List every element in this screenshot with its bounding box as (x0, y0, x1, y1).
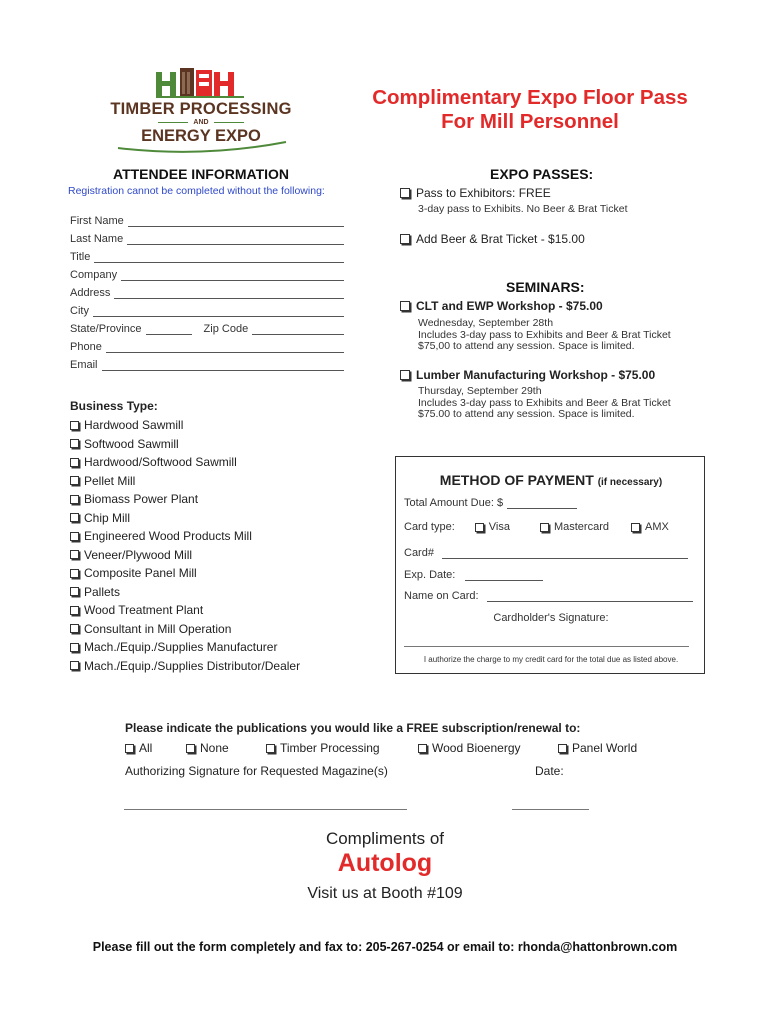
checkbox-icon[interactable] (70, 606, 79, 615)
address-field[interactable] (70, 285, 344, 299)
company-line[interactable] (121, 270, 344, 281)
business-type-option[interactable]: Mach./Equip./Supplies Manufacturer (70, 638, 300, 657)
first-name-label: First Name (70, 215, 124, 227)
last-name-line[interactable] (127, 234, 344, 245)
cardholder-signature-line[interactable] (404, 646, 689, 647)
card-type-row (404, 521, 669, 533)
checkbox-icon[interactable] (70, 458, 79, 467)
business-type-option[interactable]: Chip Mill (70, 509, 300, 528)
checkbox-icon[interactable] (70, 439, 79, 448)
state-line[interactable] (146, 324, 192, 335)
compliments-text: Compliments of (325, 829, 445, 848)
checkbox-icon[interactable] (558, 744, 567, 753)
seminars-heading: SEMINARS: (506, 279, 585, 295)
logo-swoosh-icon (114, 134, 290, 154)
clt-workshop-details: Wednesday, September 28th Includes 3-day pass to Exhibits and Beer & Brat Ticket $75,00 to attend any session. Space is limited. (418, 317, 671, 352)
state-label: State/Province (70, 323, 142, 335)
business-type-option[interactable]: Biomass Power Plant (70, 490, 300, 509)
total-amount-field[interactable] (404, 497, 577, 509)
checkbox-icon[interactable] (266, 744, 275, 753)
checkbox-icon[interactable] (540, 523, 549, 532)
business-type-option[interactable]: Hardwood/Softwood Sawmill (70, 453, 300, 472)
business-type-option[interactable]: Composite Panel Mill (70, 564, 300, 583)
beer-brat-label: Add Beer & Brat Ticket - $15.00 (416, 232, 585, 246)
state-zip-field[interactable] (70, 321, 344, 335)
clt-workshop-option[interactable] (400, 299, 603, 313)
name-on-card-label: Name on Card: (404, 590, 479, 602)
name-on-card-field[interactable] (404, 590, 693, 602)
page-title (340, 86, 720, 134)
checkbox-icon[interactable] (70, 587, 79, 596)
logo-text-line2: ENERGY EXPO (141, 127, 261, 145)
cardholder-signature-label: Cardholder's Signature: (493, 612, 609, 624)
exhibitors-pass-note: 3-day pass to Exhibits. No Beer & Brat Ticket (418, 203, 628, 215)
business-type-option[interactable]: Softwood Sawmill (70, 435, 300, 454)
company-field[interactable] (70, 267, 344, 281)
publication-option-all[interactable]: All (125, 741, 186, 755)
clt-workshop-label: CLT and EWP Workshop - $75.00 (416, 299, 603, 313)
checkbox-icon[interactable] (631, 523, 640, 532)
beer-brat-option[interactable] (400, 232, 585, 246)
business-type-option[interactable]: Mach./Equip./Supplies Distributor/Dealer (70, 657, 300, 676)
expo-passes-heading: EXPO PASSES: (490, 166, 594, 182)
zip-line[interactable] (252, 324, 344, 335)
last-name-label: Last Name (70, 233, 124, 245)
visa-option[interactable]: Visa (475, 521, 510, 533)
business-type-option[interactable]: Engineered Wood Products Mill (70, 527, 300, 546)
city-field[interactable] (70, 303, 344, 317)
payment-heading-note: (if necessary) (597, 477, 663, 488)
checkbox-icon[interactable] (418, 744, 427, 753)
lumber-workshop-details: Thursday, September 29th Includes 3-day pass to Exhibits and Beer & Brat Ticket $75.00 to attend any session. Space is limited. (418, 385, 671, 420)
authorize-note: I authorize the charge to my credit card for the total due as listed above. (423, 655, 679, 664)
checkbox-icon[interactable] (70, 495, 79, 504)
logo-text-line1: TIMBER PROCESSING (110, 100, 292, 118)
company-label: Company (70, 269, 118, 281)
amx-option[interactable]: AMX (631, 521, 669, 533)
first-name-field[interactable] (70, 213, 344, 227)
checkbox-icon[interactable] (70, 661, 79, 670)
footer-instructions: Please fill out the form completely and fax to: 205-267-0254 or email to: rhonda@hattonbrown.com (92, 940, 678, 954)
authorizing-signature-line[interactable] (124, 809, 407, 810)
exp-date-line[interactable] (465, 570, 543, 581)
payment-box (395, 456, 705, 674)
zip-label: Zip Code (203, 323, 249, 335)
address-label: Address (70, 287, 111, 299)
booth-text: Visit us at Booth #109 (307, 885, 463, 902)
lumber-workshop-label: Lumber Manufacturing Workshop - $75.00 (416, 368, 656, 382)
exp-date-field[interactable] (404, 569, 543, 581)
email-line[interactable] (102, 360, 344, 371)
city-line[interactable] (93, 306, 344, 317)
checkbox-icon[interactable] (70, 550, 79, 559)
checkbox-icon[interactable] (400, 301, 410, 311)
first-name-line[interactable] (128, 216, 344, 227)
date-label: Date: (535, 764, 564, 778)
lumber-workshop-option[interactable] (400, 368, 655, 382)
exhibitors-pass-option[interactable] (400, 186, 551, 200)
checkbox-icon[interactable] (186, 744, 195, 753)
name-on-card-line[interactable] (487, 591, 693, 602)
checkbox-icon[interactable] (475, 523, 484, 532)
payment-heading: METHOD OF PAYMENT (if necessary) (439, 472, 663, 488)
title-field[interactable] (70, 249, 344, 263)
city-label: City (70, 305, 89, 317)
checkbox-icon[interactable] (125, 744, 134, 753)
exp-date-label: Exp. Date: (404, 569, 456, 581)
address-line[interactable] (114, 288, 344, 299)
checkbox-icon[interactable] (400, 188, 410, 198)
card-type-label: Card type: (404, 521, 455, 533)
business-type-option[interactable]: Wood Treatment Plant (70, 601, 300, 620)
checkbox-icon[interactable] (70, 421, 79, 430)
checkbox-icon[interactable] (70, 476, 79, 485)
registration-note: Registration cannot be completed without the following: (68, 185, 325, 197)
email-label: Email (70, 359, 98, 371)
business-type-list (70, 416, 300, 675)
title-label: Title (70, 251, 91, 263)
checkbox-icon[interactable] (400, 234, 410, 244)
title-line[interactable] (94, 252, 344, 263)
attendee-heading: ATTENDEE INFORMATION (113, 166, 290, 182)
publication-option-panel-world[interactable]: Panel World (558, 741, 637, 755)
publication-option-none[interactable]: None (186, 741, 266, 755)
mastercard-option[interactable]: Mastercard (540, 521, 609, 533)
business-type-option[interactable]: Pallets (70, 583, 300, 602)
expo-logo (104, 64, 298, 154)
business-type-option[interactable]: Pellet Mill (70, 472, 300, 491)
business-type-option[interactable]: Hardwood Sawmill (70, 416, 300, 435)
title-line2: For Mill Personnel (441, 110, 619, 133)
checkbox-icon[interactable] (400, 370, 410, 380)
checkbox-icon[interactable] (70, 569, 79, 578)
title-line1: Complimentary Expo Floor Pass (372, 86, 688, 109)
publications-heading: Please indicate the publications you would like a FREE subscription/renewal to: (125, 721, 581, 735)
publication-option-timber-processing[interactable]: Timber Processing (266, 741, 418, 755)
total-amount-line[interactable] (507, 498, 577, 509)
card-number-field[interactable] (404, 547, 688, 559)
phone-line[interactable] (106, 342, 344, 353)
checkbox-icon[interactable] (70, 624, 79, 633)
exhibitors-pass-label: Pass to Exhibitors: FREE (416, 186, 551, 200)
publications-options (125, 741, 637, 755)
logo-text-and: AND (104, 119, 298, 126)
publication-option-wood-bioenergy[interactable]: Wood Bioenergy (418, 741, 558, 755)
business-type-option[interactable]: Consultant in Mill Operation (70, 620, 300, 639)
card-number-line[interactable] (442, 548, 688, 559)
card-number-label: Card# (404, 547, 434, 559)
last-name-field[interactable] (70, 231, 344, 245)
business-type-heading: Business Type: (70, 399, 158, 413)
checkbox-icon[interactable] (70, 513, 79, 522)
email-field[interactable] (70, 357, 344, 371)
date-line[interactable] (512, 809, 589, 810)
checkbox-icon[interactable] (70, 532, 79, 541)
checkbox-icon[interactable] (70, 643, 79, 652)
authorizing-signature-label: Authorizing Signature for Requested Magazine(s) (125, 764, 388, 778)
phone-field[interactable] (70, 339, 344, 353)
total-amount-label: Total Amount Due: $ (404, 497, 504, 509)
sponsor-name: Autolog (337, 849, 433, 877)
business-type-option[interactable]: Veneer/Plywood Mill (70, 546, 300, 565)
phone-label: Phone (70, 341, 102, 353)
logo-mark-icon (156, 66, 246, 100)
